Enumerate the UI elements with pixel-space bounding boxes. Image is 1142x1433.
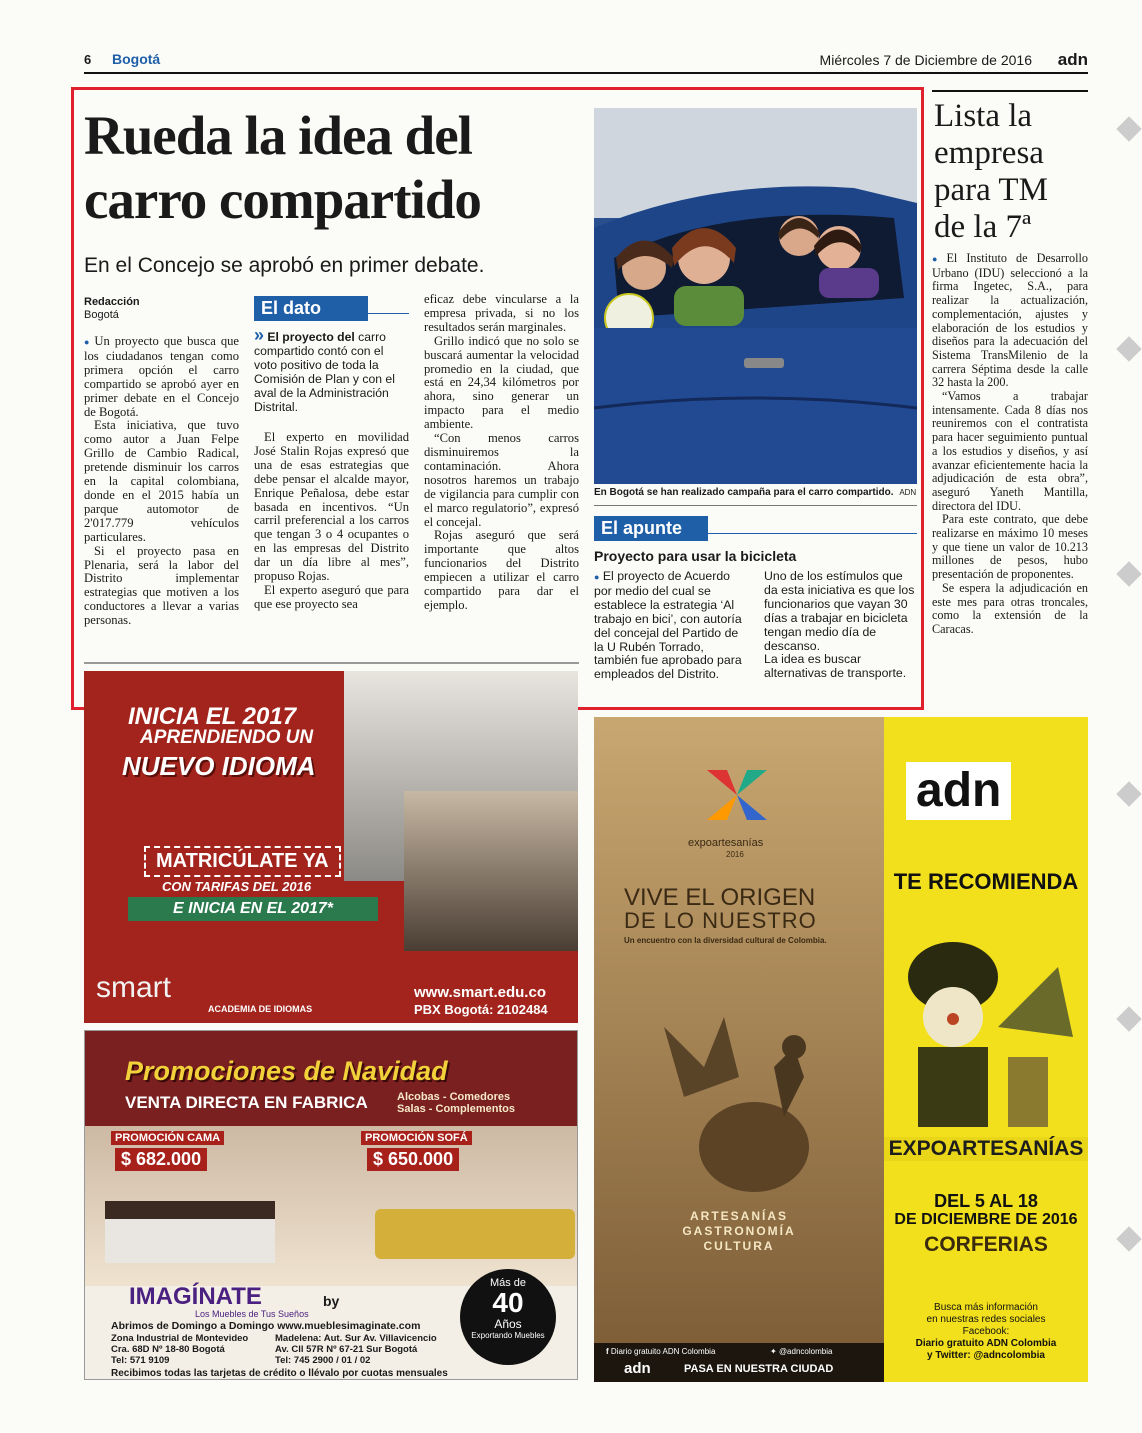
el-dato-arrow-icon: » (254, 325, 265, 345)
adn-info (884, 1302, 1088, 1362)
adn-info-5: y Twitter: @adncolombia (927, 1350, 1045, 1361)
smart-academia: ACADEMIA DE IDIOMAS (208, 1004, 313, 1014)
smart-brand: smart (96, 971, 171, 1004)
col3-paragraph-1: eficaz debe vincularse a la empresa privada, si no los resultados serán marginales. (424, 292, 579, 334)
smart-line-2: APRENDIENDO UN (140, 727, 314, 748)
gramophone-man-illustration (898, 907, 1078, 1127)
addr-2-title: Madelena: Aut. Sur Av. Villavicencio (275, 1333, 437, 1344)
expo-facebook-text: Diario gratuito ADN Colombia (610, 1347, 716, 1356)
apunte-bullet-icon: ● (594, 572, 600, 582)
promo-2-price: $ 650.000 (367, 1148, 459, 1171)
smart-line-1: INICIA EL 2017 (128, 703, 297, 730)
badge-unit: Años (494, 1317, 522, 1331)
main-headline (84, 104, 584, 232)
col2-paragraph-1: El experto en movilidad José Stalin Rojas expresó que una de esas estrategias que debe pensar el alcalde mayor, Enrique Peñalosa, debe estar basada en incentivos. “Un carril preferencial a los carros que tengan 3 o 4 ocupantes o en las empresas del Distrito dar un día libre al mes”, propuso Rojas. (254, 430, 409, 584)
sidebar-paragraph-1: ● El Instituto de Desarrollo Urbano (IDU) seleccionó a la firma Ingetec, S.A., para realizar la actualización, complementación, ajustes y elaboración de los estudios y diseños para la adecuación del Sistema TransMilenio de la carrera Séptima desde la calle 32 hasta la 200. (932, 252, 1088, 390)
expo-logo-icon (702, 765, 772, 825)
byline (84, 296, 140, 322)
ad-smart[interactable] (84, 671, 578, 1023)
photo-caption-text: En Bogotá se han realizado campaña para el carro compartido. (594, 487, 894, 498)
adn-info-3: Facebook: (962, 1326, 1010, 1337)
adn-info-2: en nuestras redes sociales (926, 1314, 1046, 1325)
subheadline: En el Concejo se aprobó en primer debate. (84, 254, 485, 277)
byline-location: Bogotá (84, 309, 119, 321)
smart-pbx: PBX Bogotá: 2102484 (414, 1002, 548, 1017)
el-apunte-box (594, 516, 917, 564)
imaginate-cats-2: Salas - Complementos (397, 1103, 515, 1115)
expo-adn-brand: adn (624, 1360, 651, 1377)
col1-paragraph-3: Si el proyecto pasa en Plenaria, será la labor del Distrito implementar estrategias que motiven a los conductores a llevar a varias personas. (84, 543, 239, 628)
expo-line-2: DE LO NUESTRO (624, 908, 817, 933)
expo-pot-illustration (644, 1007, 844, 1207)
expo-word-3: CULTURA (703, 1239, 775, 1253)
el-dato-tag: El dato (254, 296, 368, 321)
imaginate-badge (460, 1269, 556, 1365)
promo-2-label: PROMOCIÓN SOFÁ (361, 1131, 472, 1145)
edge-diamond-icon (1116, 1006, 1141, 1031)
expo-facebook[interactable] (606, 1347, 715, 1356)
col1-paragraph-1: ● Un proyecto que busca que los ciudadanos tengan como primera opción el carro compartido se aprobó ayer en primer debate en el Concejo de Bogotá. (84, 335, 239, 419)
adn-dates-1: DEL 5 AL 18 (934, 1191, 1038, 1211)
imaginate-cats-1: Alcobas - Comedores (397, 1091, 511, 1103)
expo-logo-text: expoartesanías (688, 837, 764, 849)
twitter-icon: ✦ (770, 1347, 777, 1356)
imaginate-addr-2 (275, 1333, 437, 1366)
addr-2-tel: Tel: 745 2900 / 01 / 02 (275, 1355, 371, 1366)
photo-caption (594, 487, 917, 498)
el-dato-rule (368, 313, 409, 314)
adn-recomienda: TE RECOMIENDA (893, 869, 1079, 894)
ad-adn-recomienda[interactable] (884, 717, 1088, 1382)
edge-diamond-icon (1116, 781, 1141, 806)
section-name: Bogotá (112, 51, 161, 67)
article-bottom-rule (84, 662, 579, 664)
header-rule (84, 72, 1088, 74)
imaginate-subtitle: VENTA DIRECTA EN FABRICA (125, 1093, 368, 1112)
col3-paragraph-2: Grillo indicó que no solo se buscará aumentar la velocidad promedio en la ciudad, que está en 24,34 kilómetros por ahora, sino generar un impacto para el medio ambiente. (424, 333, 579, 432)
expo-word-1: ARTESANÍAS (689, 1209, 788, 1223)
addr-2-street: Av. Cll 57R Nº 67-21 Sur Bogotá (275, 1344, 418, 1355)
col1-paragraph-2: Esta iniciativa, que tuvo como autor a Juan Felpe Grillo de Cambio Radical, pretende disminuir los carros en la capital colombiana, donde en el 2015 había un parque automotor de 2'017.779 vehículos particulares. (84, 418, 239, 544)
apunte-column-a (594, 570, 749, 682)
apunte-column-b (764, 570, 919, 681)
el-dato-lead: El proyecto del (267, 330, 355, 344)
adn-event: EXPOARTESANÍAS (884, 1137, 1088, 1161)
adn-info-4: Diario gratuito ADN Colombia (915, 1338, 1057, 1349)
sidebar-top-rule (932, 90, 1088, 92)
smart-tarifas: CON TARIFAS DEL 2016 (162, 879, 312, 894)
expo-twitter[interactable] (770, 1347, 832, 1356)
headline-line-2: carro compartido (84, 169, 481, 230)
ad-imaginate[interactable] (84, 1030, 578, 1380)
edge-diamond-icon (1116, 1226, 1141, 1251)
ad-expoartesanias[interactable] (594, 717, 884, 1382)
header-brand: adn (1057, 50, 1088, 69)
imaginate-title: Promociones de Navidad (125, 1056, 448, 1086)
badge-years: 40 (492, 1287, 524, 1318)
imaginate-sofa (375, 1209, 575, 1259)
sidebar-headline-4: de la 7ª (934, 209, 1032, 245)
article-column-3 (424, 293, 579, 613)
el-apunte-tag: El apunte (594, 516, 708, 541)
imaginate-brand: IMAGÍNATE (129, 1283, 262, 1310)
expo-twitter-text: @adncolombia (778, 1347, 833, 1356)
edge-diamond-icon (1116, 116, 1141, 141)
promo-1-price: $ 682.000 (115, 1148, 207, 1171)
article-photo (594, 108, 917, 484)
addr-1-tel: Tel: 571 9109 (111, 1355, 170, 1366)
col3-paragraph-4: Rojas aseguró que será importante que altos funcionarios del Distrito empiecen a utilizar el carro compartido para dar el ejemplo. (424, 528, 579, 612)
apunte-text-a: El proyecto de Acuerdo por medio del cual se establece la estrategia ‘Al trabajo en bici’, con autoría del concejal del Partido de la U Rubén Torrado, también fue aprobado para empleados del Distrito. (594, 569, 742, 682)
byline-author: Redacción (84, 296, 140, 308)
imaginate-bed (105, 1201, 275, 1263)
sidebar-headline-3: para TM (934, 172, 1048, 208)
el-apunte-title: Proyecto para usar la bicicleta (594, 548, 797, 564)
expo-line-1: VIVE EL ORIGEN (624, 884, 816, 911)
promo-1-label: PROMOCIÓN CAMA (111, 1131, 224, 1145)
car-photo-illustration (594, 108, 917, 484)
sidebar-paragraph-2: “Vamos a trabajar intensamente. Cada 8 días nos reuniremos con el contratista para hacer seguimiento puntual a los estudios y diseños, y así avanzar eficientemente hacia la adjudicación de esta obra”, aseguró Yaneth Mantilla, directora del IDU. (932, 389, 1088, 513)
expo-slogan: PASA EN NUESTRA CIUDAD (684, 1363, 834, 1375)
photo-rule (594, 505, 917, 506)
imaginate-tagline: Los Muebles de Tus Sueños (195, 1309, 309, 1319)
addr-1-street: Cra. 68D Nº 18-80 Bogotá (111, 1344, 225, 1355)
smart-cta[interactable]: MATRICÚLATE YA (144, 846, 341, 877)
headline-line-1: Rueda la idea del (84, 105, 472, 166)
el-dato-box (254, 296, 409, 414)
apunte-text-b2: La idea es buscar alternativas de transporte. (764, 652, 907, 681)
sidebar-paragraph-4: Se espera la adjudicación en este mes para otras troncales, como la extensión de la Caracas. (932, 580, 1088, 636)
smart-line-3: NUEVO IDIOMA (122, 751, 316, 781)
article-column-2 (254, 431, 409, 612)
expo-word-2: GASTRONOMÍA (682, 1224, 796, 1238)
imaginate-hours[interactable]: Abrimos de Domingo a Domingo www.mueblesimaginate.com (111, 1320, 421, 1332)
badge-top: Más de (489, 1277, 527, 1289)
smart-inicia: E INICIA EN EL 2017* (128, 897, 378, 921)
facebook-icon: f (606, 1347, 609, 1356)
sidebar-paragraph-3: Para este contrato, que debe realizarse en máximo 10 meses y que tiene un valor de 10.213 millones de pesos, hubo presentación de proponentes. (932, 512, 1088, 582)
page-number: 6 (84, 52, 92, 67)
col2-paragraph-2: El experto aseguró que para que ese proyecto sea (254, 582, 409, 611)
imaginate-addr-1 (111, 1333, 248, 1366)
col3-paragraph-3: “Con menos carros disminuiremos la contaminación. Ahora nosotros haremos un trabajo de vigilancia para cumplir con el marco regulatorio”, expresó el concejal. (424, 431, 579, 529)
adn-venue: CORFERIAS (924, 1233, 1048, 1256)
adn-ad-brand: adn (906, 762, 1011, 820)
sidebar-headline-2: empresa (934, 135, 1044, 171)
smart-web[interactable]: www.smart.edu.co (414, 984, 546, 1001)
apunte-text-b1: Uno de los estímulos que da esta iniciativa es que los funcionarios que vayan 30 días a trabajar en bicicleta tengan medio día de descanso. (764, 569, 915, 653)
el-dato-body: carro compartido contó con el voto positivo de toda la Comisión de Plan y con el aval de la Administración Distrital. (254, 330, 395, 414)
imaginate-by: by (323, 1293, 340, 1309)
addr-1-title: Zona Industrial de Montevideo (111, 1333, 249, 1344)
sidebar-headline (934, 98, 1090, 246)
edge-diamond-icon (1116, 336, 1141, 361)
article-column-1 (84, 335, 239, 628)
smart-photo-area-2 (404, 791, 578, 951)
photo-credit: ADN (899, 488, 917, 497)
adn-info-1: Busca más información (934, 1302, 1038, 1313)
el-dato-text (254, 325, 409, 414)
sidebar-headline-1: Lista la (934, 98, 1033, 134)
page-header (84, 50, 1088, 72)
sidebar-body (932, 252, 1088, 637)
badge-bottom: Exportando Muebles (471, 1331, 545, 1340)
expo-tagline: Un encuentro con la diversidad cultural de Colombia. (624, 936, 827, 945)
header-date: Miércoles 7 de Diciembre de 2016 (819, 52, 1032, 68)
adn-dates-2: DE DICIEMBRE DE 2016 (894, 1211, 1078, 1228)
edge-diamond-icon (1116, 561, 1141, 586)
imaginate-footer: Recibimos todas las tarjetas de crédito o llévalo por cuotas mensuales (111, 1368, 448, 1379)
expo-logo-year: 2016 (726, 850, 744, 859)
el-apunte-rule (708, 533, 917, 534)
